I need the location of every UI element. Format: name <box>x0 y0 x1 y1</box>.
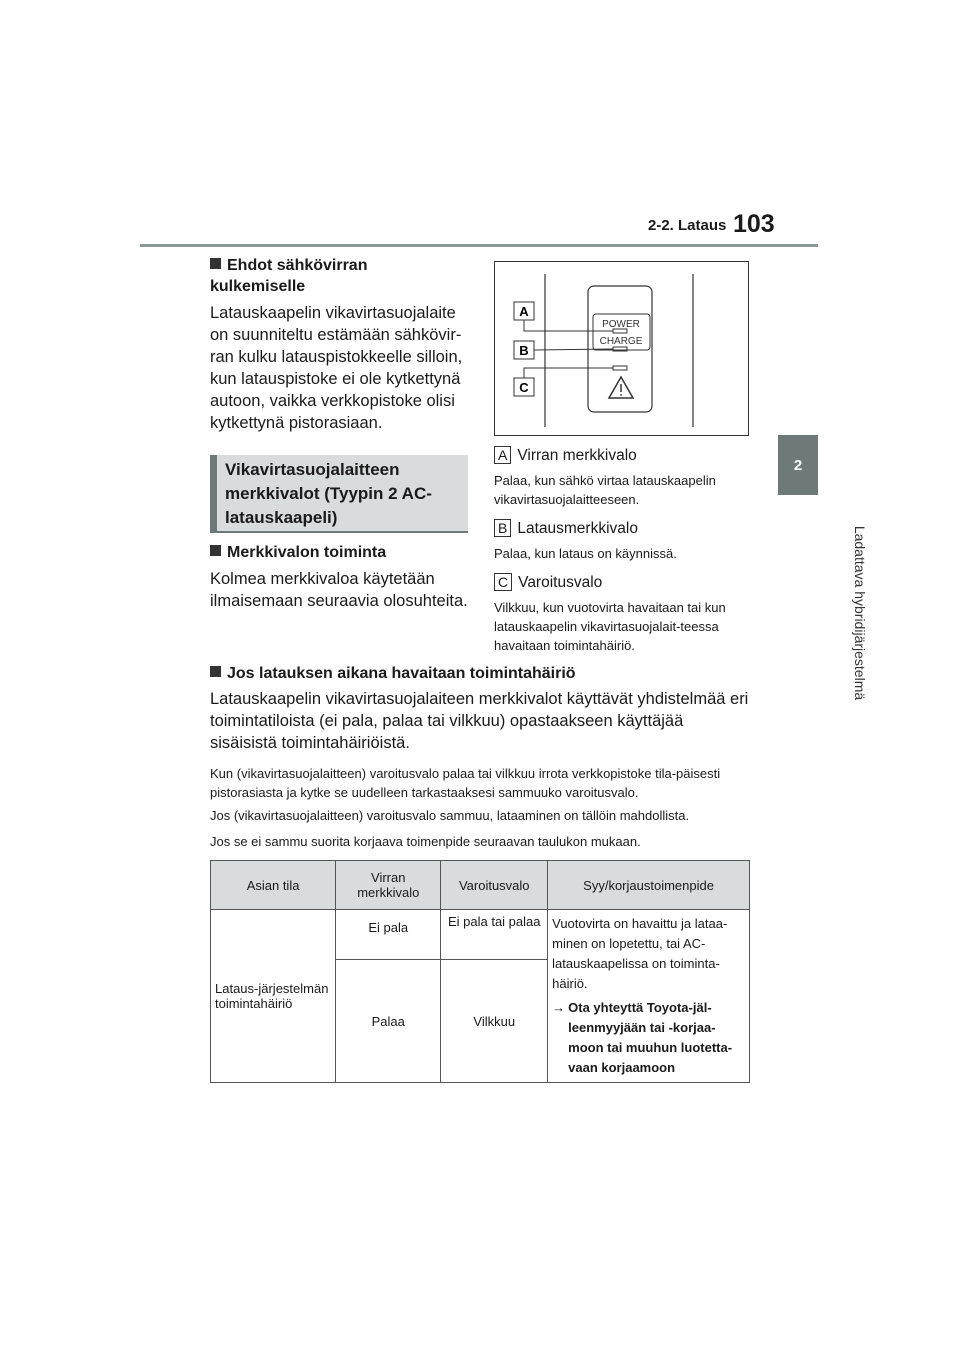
charge-text: CHARGE <box>599 336 643 347</box>
indicator-paragraph: Kolmea merkkivaloa käytetään ilmaisemaan seuraavia olosuhteita. <box>210 570 468 610</box>
fault-table <box>210 860 750 1083</box>
cell-power: Ei pala <box>336 910 441 960</box>
col-power-light: Virran merkkivalo <box>336 861 441 910</box>
fault-note-3: Jos se ei sammu suorita korjaava toimenpide seuraavan taulukon mukaan. <box>210 834 641 849</box>
label-a: A <box>519 304 529 319</box>
legend-tag: A <box>494 446 511 464</box>
chapter-label: Ladattava hybridijärjestelmä <box>852 525 868 701</box>
cell-power: Palaa <box>336 960 441 1083</box>
header-divider <box>140 244 818 247</box>
square-bullet-icon <box>210 666 221 677</box>
cell-warning: Vilkkuu <box>441 960 548 1083</box>
cable-control-box-illustration <box>495 262 748 435</box>
col-warning-light: Varoitusvalo <box>441 861 548 910</box>
section-box-heading: Vikavirtasuojalaitteen merkkivalot (Tyypin 2 AC-latauskaapeli) <box>210 455 468 533</box>
cell-status: Lataus-järjestelmän toimintahäiriö <box>211 910 336 1083</box>
legend-item-c: C Varoitusvalo Vilkkuu, kun vuotovirta havaitaan tai kun latauskaapelin vikavirtasuojalait-teessa havaitaan toimintahäiriö. <box>494 574 726 653</box>
conditions-paragraph: Latauskaapelin vikavirtasuojalaite on suunniteltu estämään sähkövir-ran kulku latauspistokkeelle silloin, kun latauspistoke ei ole kytkettynä autoon, vaikka verkkopistoke olisi kytkettynä pistorasiaan. <box>210 304 463 432</box>
fault-note-1: Kun (vikavirtasuojalaitteen) varoitusvalo palaa tai vilkkuu irrota verkkopistoke tila-päisesti pistorasiasta ja kytke se uudelleen tarkastaaksesi sammuuko varoitusvalo. <box>210 766 721 800</box>
action-text: Ota yhteyttä Toyota-jäl-leenmyyjään tai -korjaa-moon tai muuhun luotetta-vaan korjaamoon <box>568 1000 733 1075</box>
fault-note-2: Jos (vikavirtasuojalaitteen) varoitusvalo sammuu, lataaminen on tällöin mahdollista. <box>210 808 690 823</box>
col-cause-action: Syy/korjaustoimenpide <box>548 861 750 910</box>
label-b: B <box>519 343 529 358</box>
subheading-conditions: Ehdot sähkövirran kulkemiselle <box>210 257 368 295</box>
square-bullet-icon <box>210 258 221 269</box>
subheading-fault: Jos latauksen aikana havaitaan toimintahäiriö <box>210 663 750 684</box>
legend-tag: B <box>494 519 511 537</box>
cell-cause: Vuotovirta on havaittu ja lataa-minen on lopetettu, tai AC-latauskaapelissa on toiminta-häiriö. → Ota yhteyttä Toyota-jäl-leenmyyjään tai -korjaa-moon tai muuhun luotetta-vaan korjaamoon <box>548 910 750 1083</box>
legend-item-a: A Virran merkkivalo Palaa, kun sähkö virtaa latauskaapelin vikavirtasuojalaitteeseen. <box>494 447 716 507</box>
power-text: POWER <box>602 319 640 330</box>
section-title: 2-2. Lataus <box>648 217 727 234</box>
table-row <box>211 910 750 960</box>
indicator-diagram <box>494 261 749 436</box>
page-number: 103 <box>733 210 775 238</box>
label-c: C <box>519 380 529 395</box>
cell-warning: Ei pala tai palaa <box>441 910 548 960</box>
subheading-indicator-operation: Merkkivalon toiminta <box>210 542 460 563</box>
legend-item-b: B Latausmerkkivalo Palaa, kun lataus on käynnissä. <box>494 520 677 561</box>
table-header-row <box>211 861 750 910</box>
fault-paragraph: Latauskaapelin vikavirtasuojalaiteen merkkivalot käyttävät yhdistelmää eri toimintatiloista (ei pala, palaa tai vilkkuu) opastaakseen käyttäjää sisäisistä toimintahäiriöistä. <box>210 690 749 752</box>
col-status: Asian tila <box>211 861 336 910</box>
square-bullet-icon <box>210 545 221 556</box>
arrow-icon: → <box>552 1000 566 1015</box>
legend-tag: C <box>494 573 512 591</box>
chapter-tab: 2 <box>778 435 818 495</box>
